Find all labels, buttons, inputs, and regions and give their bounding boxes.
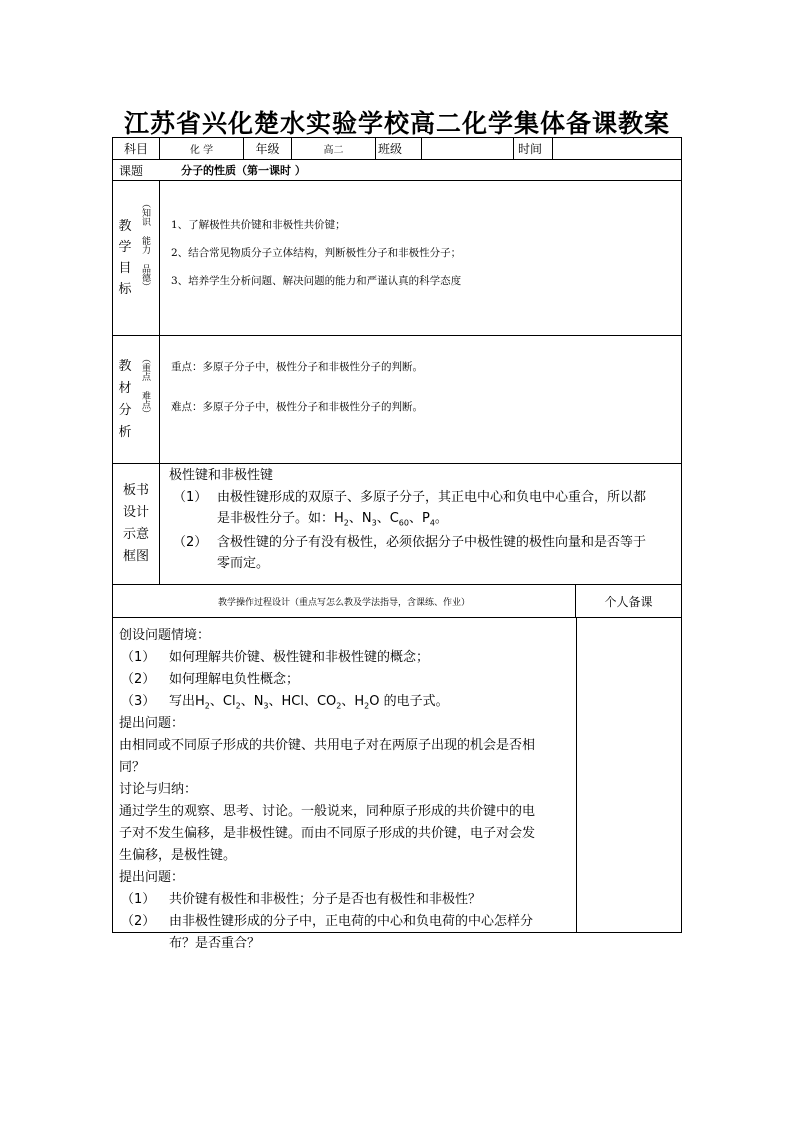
time-label: 时间	[514, 138, 553, 159]
class-value	[422, 138, 514, 159]
grade-value: 高二	[292, 138, 376, 159]
objectives-paren-label: （知识 能力 品德）	[140, 199, 150, 291]
board-label: 板书 设计 示意 框图	[113, 464, 160, 584]
p2-line-1: 由非极性键形成的分子中，正电荷的中心和负电荷的中心怎样分	[169, 914, 534, 929]
difficult-point: 难点：多原子分子中，极性分子和非极性分子的判断。	[171, 401, 423, 413]
q2-text: 如何理解电负性概念；	[169, 672, 300, 687]
key-point: 重点：多原子分子中，极性分子和非极性分子的判断。	[171, 361, 423, 373]
board-item2-num: （2）	[173, 535, 208, 550]
header-row	[113, 138, 681, 160]
objectives-label: 教 学 目 标	[118, 219, 132, 297]
board-item2-line2: 零而定。	[217, 556, 270, 571]
analysis-label: 教 材 分 析	[118, 358, 132, 440]
lesson-plan-table	[112, 137, 682, 951]
analysis-paren-label: （重点 难点）	[140, 354, 150, 418]
topic-value: 分子的性质（第一课时 ）	[181, 164, 306, 177]
board-item1-line1: 由极性键形成的双原子、多原子分子，其正电中心和负电中心重合，所以都	[217, 490, 647, 505]
grade-label: 年级	[244, 138, 292, 159]
process-header-row	[113, 585, 681, 618]
process-body	[113, 618, 576, 951]
class-label: 班级	[376, 138, 422, 159]
p2-num: （2）	[121, 914, 156, 929]
p1-num: （1）	[121, 892, 156, 907]
discuss-line-1: 通过学生的观察、思考、讨论。一般说来，同种原子形成的共价键中的电	[119, 804, 536, 819]
objectives-row	[113, 181, 681, 336]
board-heading: 极性键和非极性键	[169, 468, 274, 483]
discuss-title: 讨论与归纳：	[119, 782, 198, 797]
discuss-line-2: 子对不发生偏移，是非极性键。而由不同原子形成的共价键，电子对会发	[119, 826, 536, 841]
board-item1-num: （1）	[173, 490, 208, 505]
p1-text: 共价键有极性和非极性；分子是否也有极性和非极性？	[169, 892, 482, 907]
subject-label: 科目	[113, 138, 160, 159]
subject-value: 化 学	[160, 138, 244, 159]
discuss-line-3: 生偏移，是极性键。	[119, 848, 237, 863]
topic-row	[113, 160, 681, 181]
scenario-title: 创设问题情境：	[119, 628, 211, 643]
ask-title: 提出问题：	[119, 716, 185, 731]
p2-line-2: 布？是否重合？	[169, 936, 261, 951]
board-row	[113, 464, 681, 585]
board-item2-line1: 含极性键的分子有没有极性，必须依据分子中极性键的极性向量和是否等于	[217, 535, 647, 550]
page-title: 江苏省兴化楚水实验学校高二化学集体备课教案	[123, 109, 670, 138]
analysis-label-cell	[113, 336, 160, 463]
q3-text: 写出$H_2$、$Cl_2$、$N_3$、HCl、$CO_2$、$H_2O$ 的电子式。	[169, 694, 449, 711]
ask-line-2: 同？	[119, 760, 146, 775]
analysis-row	[113, 336, 681, 464]
time-value	[553, 138, 681, 159]
board-item1-line2: 是非极性分子。如：$H_2$、$N_3$、$C_{60}$、$P_4$。	[217, 511, 448, 528]
objective-3: 3、培养学生分析问题、解决问题的能力和严谨认真的科学态度	[171, 275, 462, 287]
objective-1: 1、了解极性共价键和非极性共价键；	[171, 219, 346, 231]
personal-column-divider	[576, 618, 577, 932]
ask2-title: 提出问题：	[119, 870, 185, 885]
q3-num: （3）	[121, 694, 156, 709]
q2-num: （2）	[121, 672, 156, 687]
topic-label: 课题	[119, 163, 144, 178]
q1-text: 如何理解共价键、极性键和非极性键的概念；	[169, 650, 430, 665]
q1-num: （1）	[121, 650, 156, 665]
personal-header: 个人备课	[604, 594, 653, 609]
ask-line-1: 由相同或不同原子形成的共价键、共用电子对在两原子出现的机会是否相	[119, 738, 536, 753]
objective-2: 2、结合常见物质分子立体结构，判断极性分子和非极性分子；	[171, 247, 462, 259]
process-header: 教学操作过程设计（重点写怎么教及学法指导，含课练、作业）	[113, 585, 576, 617]
objectives-label-cell	[113, 181, 160, 335]
